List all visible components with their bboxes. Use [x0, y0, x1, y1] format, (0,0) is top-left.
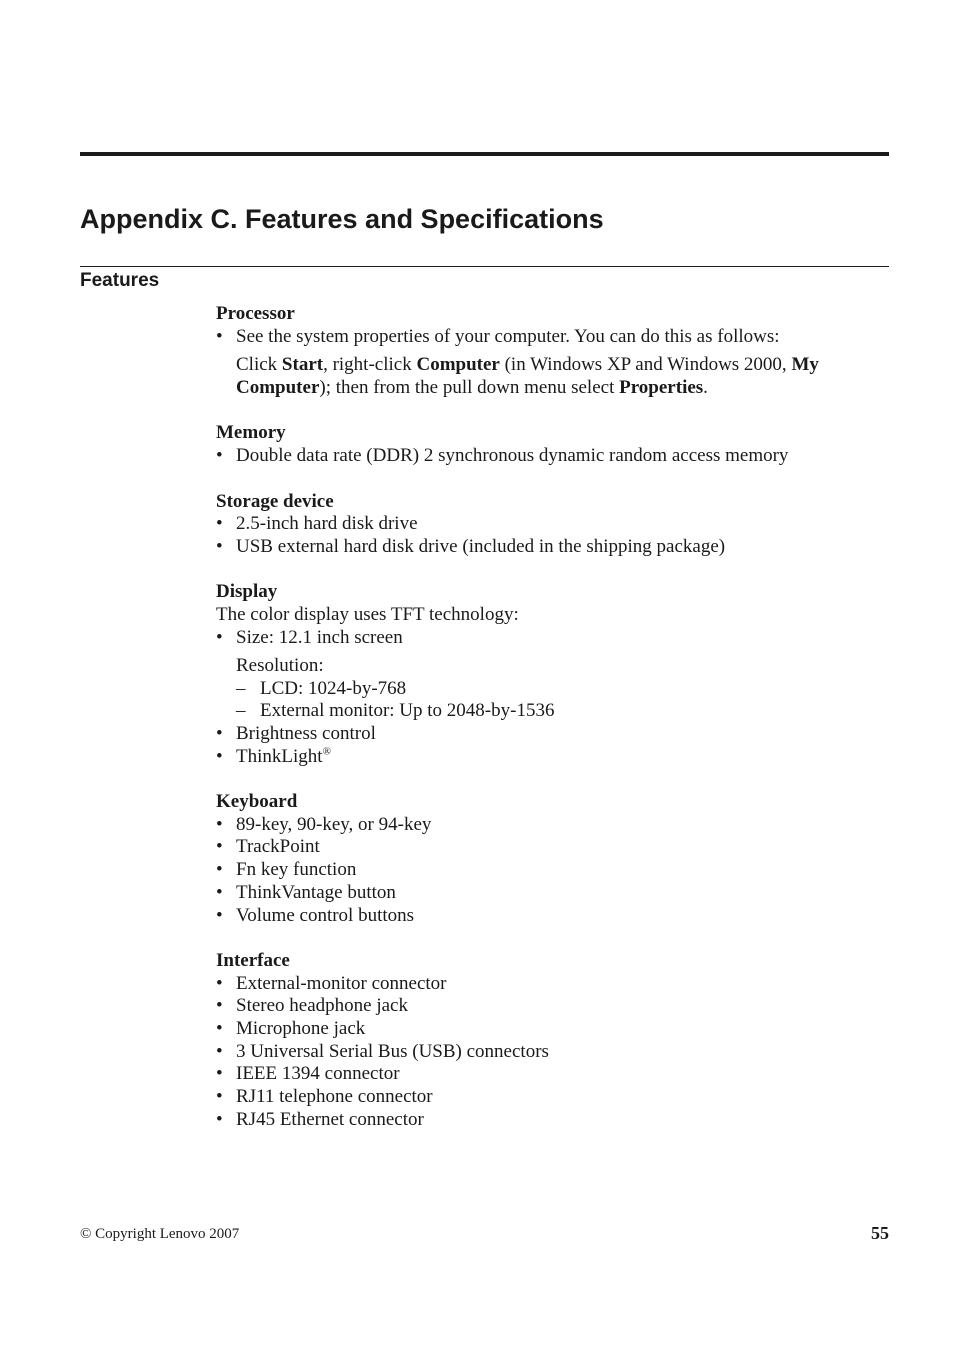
bullet-icon: • [216, 814, 223, 835]
bullet-icon: • [216, 513, 223, 534]
dash-icon: – [236, 678, 246, 699]
bullet-icon: • [216, 1063, 223, 1084]
memory-heading: Memory [216, 422, 286, 443]
processor-steps-line-1: Click Start, right-click Computer (in Windows XP and Windows 2000, My [236, 354, 819, 375]
keyboard-item: Volume control buttons [236, 905, 415, 926]
bullet-icon: • [216, 326, 223, 347]
display-thinklight: ThinkLight® [236, 745, 331, 767]
bullet-icon: • [216, 1086, 223, 1107]
interface-item: Microphone jack [236, 1018, 366, 1039]
bullet-icon: • [216, 536, 223, 557]
chapter-rule [80, 152, 889, 156]
display-resolution-item: External monitor: Up to 2048-by-1536 [260, 700, 555, 721]
bullet-icon: • [216, 1041, 223, 1062]
display-brightness: Brightness control [236, 723, 376, 744]
storage-item: USB external hard disk drive (included in the shipping package) [236, 536, 726, 557]
keyboard-item: 89-key, 90-key, or 94-key [236, 814, 432, 835]
display-resolution-item: LCD: 1024-by-768 [260, 678, 407, 699]
keyboard-heading: Keyboard [216, 791, 298, 812]
registered-mark: ® [322, 745, 331, 758]
interface-item: RJ11 telephone connector [236, 1086, 433, 1107]
display-resolution-label: Resolution: [236, 655, 324, 676]
copyright-notice: © Copyright Lenovo 2007 [80, 1226, 240, 1242]
bullet-icon: • [216, 905, 223, 926]
bullet-icon: • [216, 627, 223, 648]
bullet-icon: • [216, 995, 223, 1016]
section-title: Features [80, 270, 160, 291]
dash-icon: – [236, 700, 246, 721]
interface-item: IEEE 1394 connector [236, 1063, 400, 1084]
bullet-icon: • [216, 746, 223, 767]
page-number: 55 [871, 1223, 889, 1243]
bullet-icon: • [216, 882, 223, 903]
interface-item: RJ45 Ethernet connector [236, 1109, 424, 1130]
storage-item: 2.5-inch hard disk drive [236, 513, 418, 534]
keyboard-item: ThinkVantage button [236, 882, 396, 903]
memory-item: Double data rate (DDR) 2 synchronous dynamic random access memory [236, 445, 789, 466]
keyboard-item: Fn key function [236, 859, 357, 880]
display-heading: Display [216, 581, 278, 602]
interface-heading: Interface [216, 950, 290, 971]
processor-item: See the system properties of your computer. You can do this as follows: [236, 326, 780, 347]
interface-item: External-monitor connector [236, 973, 447, 994]
bullet-icon: • [216, 836, 223, 857]
bullet-icon: • [216, 973, 223, 994]
display-intro: The color display uses TFT technology: [216, 604, 519, 625]
chapter-title: Appendix C. Features and Specifications [80, 204, 604, 234]
processor-steps-line-2: Computer); then from the pull down menu select Properties. [236, 377, 708, 398]
section-rule [80, 266, 889, 267]
bullet-icon: • [216, 723, 223, 744]
interface-item: Stereo headphone jack [236, 995, 408, 1016]
storage-heading: Storage device [216, 491, 334, 512]
interface-item: 3 Universal Serial Bus (USB) connectors [236, 1041, 549, 1062]
bullet-icon: • [216, 1109, 223, 1130]
bullet-icon: • [216, 859, 223, 880]
keyboard-item: TrackPoint [236, 836, 320, 857]
bullet-icon: • [216, 1018, 223, 1039]
bullet-icon: • [216, 445, 223, 466]
display-size: Size: 12.1 inch screen [236, 627, 403, 648]
processor-heading: Processor [216, 303, 295, 324]
